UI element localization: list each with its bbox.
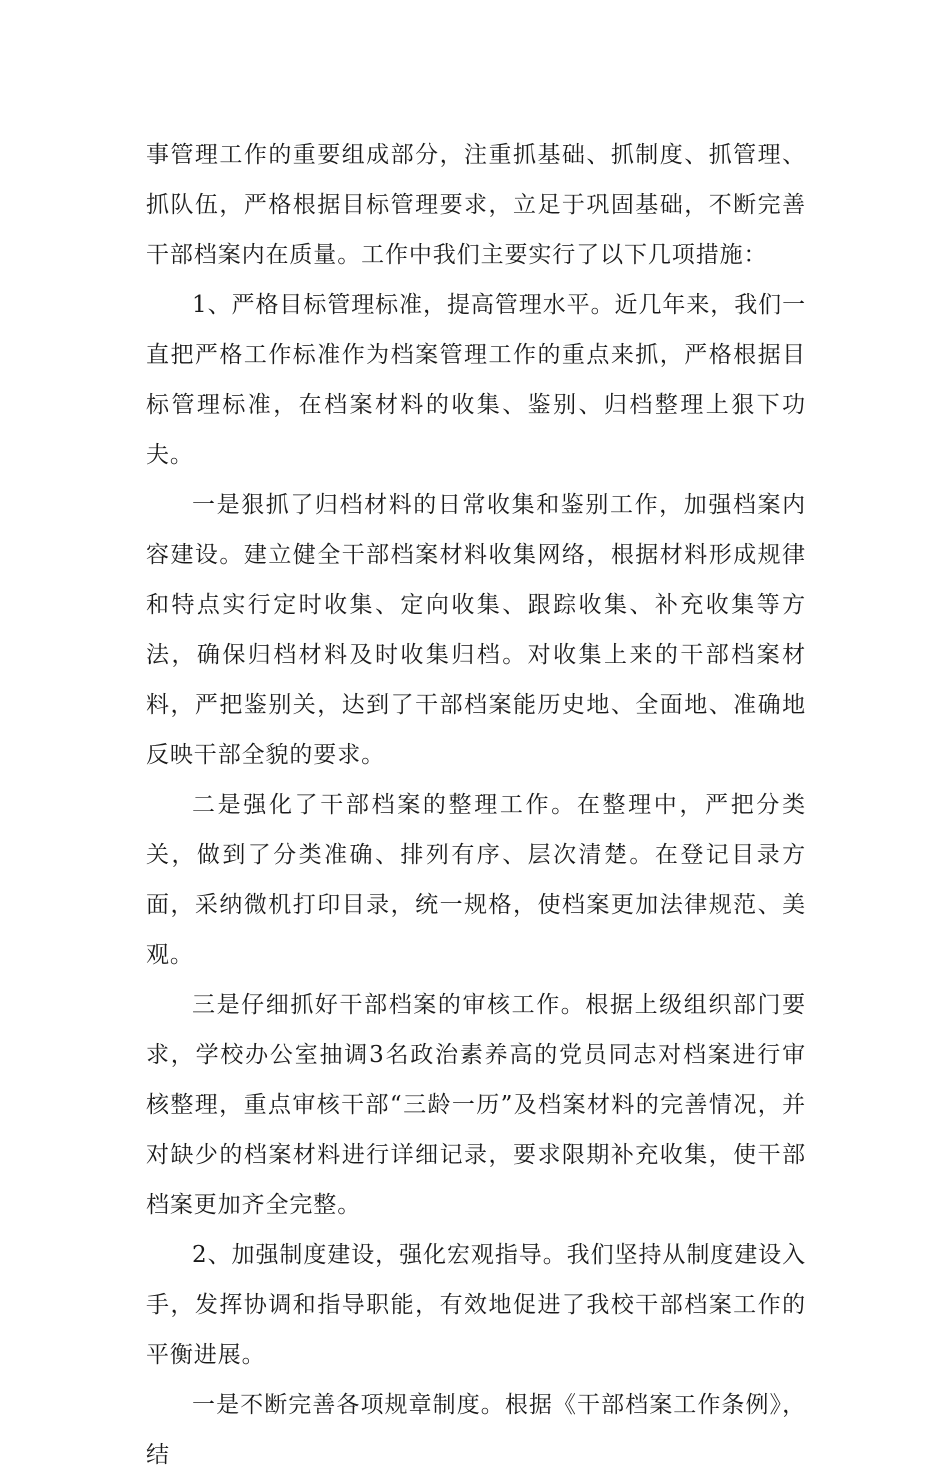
- paragraph-section-2: 2、加强制度建设，强化宏观指导。我们坚持从制度建设入手，发挥协调和指导职能，有效地促进了我校干部档案工作的平衡进展。: [146, 1242, 806, 1368]
- paragraph-item-collection: 一是狠抓了归档材料的日常收集和鉴别工作，加强档案内容建设。建立健全干部档案材料收集网络，根据材料形成规律和特点实行定时收集、定向收集、跟踪收集、补充收集等方法，确保归档材料及时收集归档。对收集上来的干部档案材料，严把鉴别关，达到了干部档案能历史地、全面地、准确地反映干部全貌的要求。: [146, 492, 806, 768]
- paragraph-item-rules: 一是不断完善各项规章制度。根据《干部档案工作条例》，结: [146, 1392, 806, 1468]
- paragraph-section-1: 1、严格目标管理标准，提高管理水平。近几年来，我们一直把严格工作标准作为档案管理工作的重点来抓，严格根据目标管理标准，在档案材料的收集、鉴别、归档整理上狠下功夫。: [146, 292, 806, 468]
- document-body: [146, 130, 806, 1480]
- paragraph-intro: 事管理工作的重要组成部分，注重抓基础、抓制度、抓管理、抓队伍，严格根据目标管理要求，立足于巩固基础，不断完善干部档案内在质量。工作中我们主要实行了以下几项措施：: [146, 142, 806, 268]
- paragraph-item-review: 三是仔细抓好干部档案的审核工作。根据上级组织部门要求，学校办公室抽调3名政治素养高的党员同志对档案进行审核整理，重点审核干部“三龄一历”及档案材料的完善情况，并对缺少的档案材料进行详细记录，要求限期补充收集，使干部档案更加齐全完整。: [146, 992, 806, 1218]
- paragraph-item-organizing: 二是强化了干部档案的整理工作。在整理中，严把分类关，做到了分类准确、排列有序、层次清楚。在登记目录方面，采纳微机打印目录，统一规格，使档案更加法律规范、美观。: [146, 792, 806, 968]
